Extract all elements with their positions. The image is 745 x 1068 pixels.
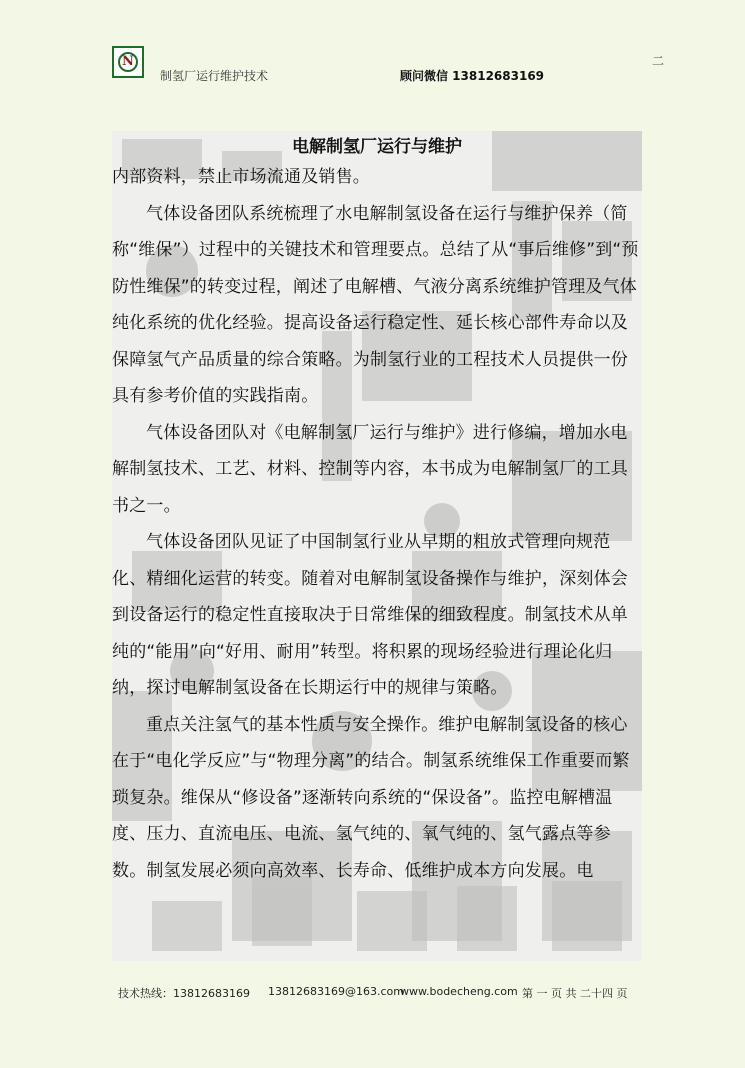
logo-letter: N <box>122 54 134 69</box>
footer-page-info: 第 一 页 共 二十四 页 <box>522 987 628 1000</box>
paragraph-4: 重点关注氢气的基本性质与安全操作。维护电解制氢设备的核心在于“电化学反应”与“物理分离”的结合。制氢系统维保工作重要而繁琐复杂。维保从“修设备”逐渐转向系统的“保设备”。监控电解槽温度、压力、直流电压、电流、氢气纯的、氧气纯的、氢气露点等参数。制氢发展必须向高效率、长寿命、低维护成本方向发展。电 <box>112 714 630 881</box>
company-logo <box>112 46 144 78</box>
paragraph-1: 气体设备团队系统梳理了水电解制氢设备在运行与维护保养（简称“维保”）过程中的关键技术和管理要点。总结了从“事后维修”到“预防性维保”的转变过程，阐述了电解槽、气液分离系统维护管理及气体纯化系统的优化经验。提高设备运行稳定性、延长核心部件寿命以及保障氢气产品质量的综合策略。为制氢行业的工程技术人员提供一份具有参考价值的实践指南。 <box>112 203 639 406</box>
header-doc-title: 制氢厂运行维护技术 <box>160 69 269 83</box>
footer-email: 13812683169@163.com <box>268 985 404 998</box>
page-header <box>112 46 664 86</box>
document-body <box>112 131 642 961</box>
footer-hotline: 技术热线：13812683169 <box>118 987 250 1000</box>
header-consultant-wechat: 顾问微信 13812683169 <box>400 69 545 83</box>
paragraph-2: 气体设备团队对《电解制氢厂运行与维护》进行修编，增加水电解制氢技术、工艺、材料、控制等内容，本书成为电解制氢厂的工具书之一。 <box>112 422 628 516</box>
restriction-note: 内部资料，禁止市场流通及销售。 <box>112 167 370 187</box>
paragraph-3: 气体设备团队见证了中国制氢行业从早期的粗放式管理向规范化、精细化运营的转变。随着对电解制氢设备操作与维护，深刻体会到设备运行的稳定性直接取决于日常维保的细致程度。制氢技术从单纯的“能用”向“好用、耐用”转型。将积累的现场经验进行理论化归纳，探讨电解制氢设备在长期运行中的规律与策略。 <box>112 532 628 698</box>
text-layer <box>112 131 642 889</box>
footer-website: www.bodecheng.com <box>400 985 518 998</box>
header-page-mark: 二 <box>651 54 664 68</box>
document-title: 电解制氢厂运行与维护 <box>292 137 462 157</box>
page-footer <box>118 985 658 1005</box>
